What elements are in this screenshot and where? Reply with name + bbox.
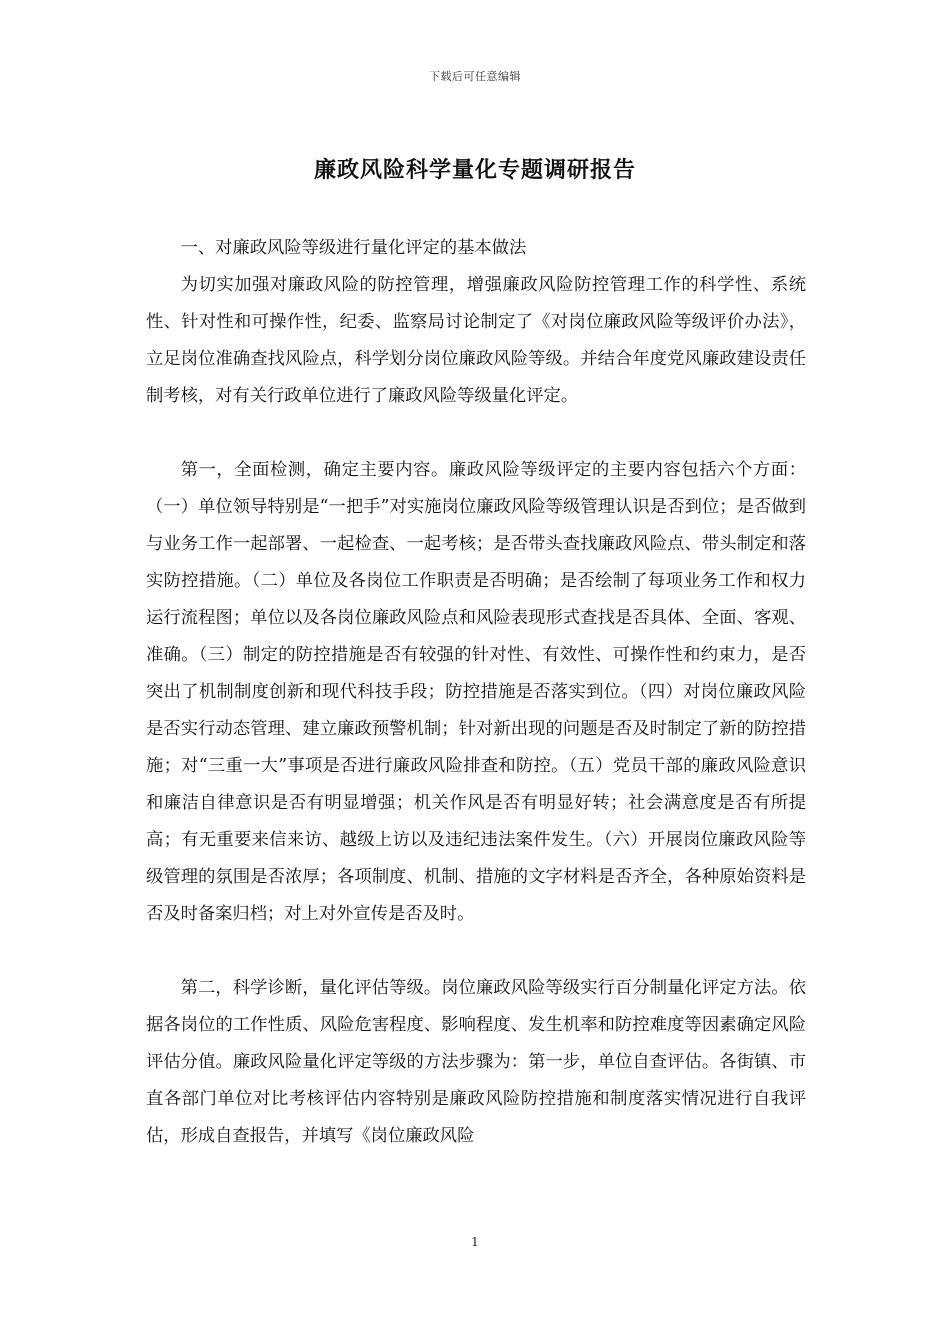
second-point-paragraph: 第二，科学诊断，量化评估等级。岗位廉政风险等级实行百分制量化评定方法。依据各岗位的工作性质、风险危害程度、影响程度、发生机率和防控难度等因素确定风险评估分值。廉政风险量化评定等级的方法步骤为：第一步，单位自查评估。各街镇、市直各部门单位对比考核评估内容特别是廉政风险防控措施和制度落实情况进行自我评估，形成自查报告，并填写《岗位廉政风险 <box>146 978 806 1146</box>
paragraph-gap <box>146 933 806 970</box>
document-body <box>146 230 806 1155</box>
header-note: 下载后可任意编辑 <box>429 70 521 83</box>
first-point-paragraph: 第一，全面检测，确定主要内容。廉政风险等级评定的主要内容包括六个方面：（一）单位领导特别是“一把手”对实施岗位廉政风险等级管理认识是否到位；是否做到与业务工作一起部署、一起检查、一起考核；是否带头查找廉政风险点、带头制定和落实防控措施。（二）单位及各岗位工作职责是否明确；是否绘制了每项业务工作和权力运行流程图；单位以及各岗位廉政风险点和风险表现形式查找是否具体、全面、客观、准确。（三）制定的防控措施是否有较强的针对性、有效性、可操作性和约束力，是否突出了机制制度创新和现代科技手段；防控措施是否落实到位。（四）对岗位廉政风险是否实行动态管理、建立廉政预警机制；针对新出现的问题是否及时制定了新的防控措施；对“三重一大”事项是否进行廉政风险排查和防控。（五）党员干部的廉政风险意识和廉洁自律意识是否有明显增强；机关作风是否有明显好转；社会满意度是否有所提高；有无重要来信来访、越级上访以及违纪违法案件发生。（六）开展岗位廉政风险等级管理的氛围是否浓厚；各项制度、机制、措施的文字材料是否齐全，各种原始资料是否及时备案归档；对上对外宣传是否及时。 <box>146 460 806 924</box>
page-number: 1 <box>471 1235 479 1249</box>
paragraph-gap <box>146 415 806 452</box>
document-title: 廉政风险科学量化专题调研报告 <box>313 157 636 183</box>
intro-paragraph: 为切实加强对廉政风险的防控管理，增强廉政风险防控管理工作的科学性、系统性、针对性和可操作性，纪委、监察局讨论制定了《对岗位廉政风险等级评价办法》，立足岗位准确查找风险点，科学划分岗位廉政风险等级。并结合年度党风廉政建设责任制考核，对有关行政单位进行了廉政风险等级量化评定。 <box>146 275 806 406</box>
section-heading: 一、对廉政风险等级进行量化评定的基本做法 <box>180 238 527 258</box>
